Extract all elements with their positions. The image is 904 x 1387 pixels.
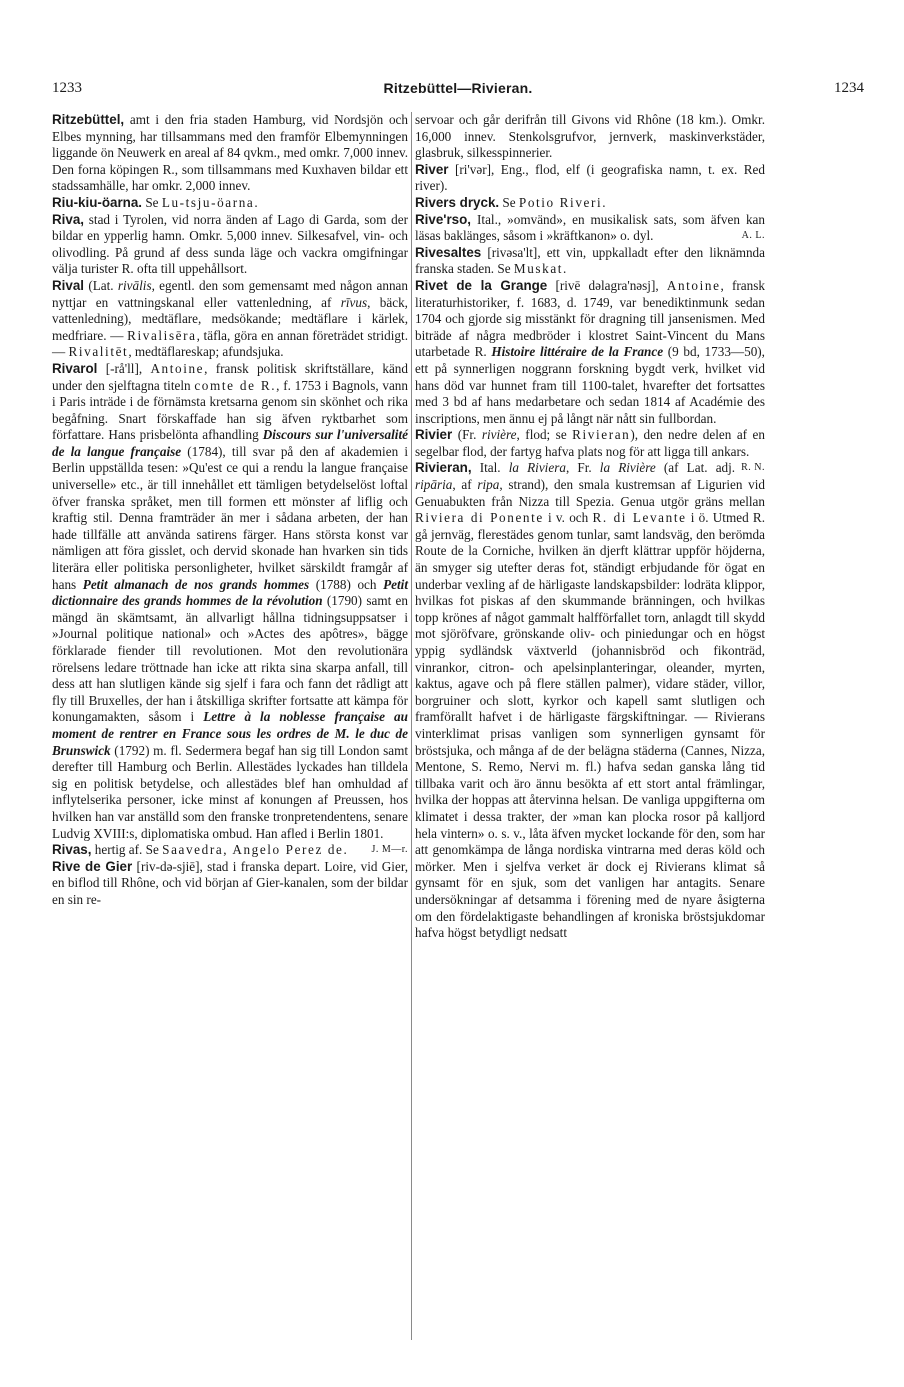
headword: Rivieran, [415,460,472,476]
latin-term: rīvus [340,294,368,310]
cross-reference: Rivalisēra [127,327,197,343]
headword: River [415,161,449,177]
entry-text: , täfla, göra en annan företrädet stridigt. — [52,327,408,360]
entry-text: , af [452,477,478,493]
running-title: Ritzebüttel—Rivieran. [383,80,533,96]
right-column [415,112,765,942]
entry-text: (9 bd, 1733—50), ett på synnerligen noggrann forskning bygdt verk, hvilket vid hans död var hunnet fram till 1100-talet, hvarefter det fortsattes med 3 bd af hans medarbetare och sedan 1814 af Académie des inscriptions, men ännu ej på långt när nått sin fullbordan. [415,344,765,426]
entry-text: , bäck, vattenledning), medtäflare, medsökande; medtäflare i kärlek, medfriare. — [52,294,408,343]
page-header [52,80,864,104]
entry-text: Se [142,194,162,210]
entry-text: , strand), den smala kustremsan af Ligurien vid Genuabukten från Nizza till Spezia. Genua utgör gräns mellan [415,477,765,509]
entry-text: i ö. Utmed R. gå jernväg, flerestädes genom tunlar, samt landsväg, den berömda Route de la Corniche, hvilken än djerft klättrar uppför höjderna, än smyger sig utefter deras fot, ständigt erbjudande för ögat en underbar vexling af de härligaste landskapsbilder: lodräta klippor, hvilkas fot piskas af den skummande bränningen, och hvilkas topp krönes af något gammalt halfförfallet torn, anlagdt till skydd mot sjöröfvare, grönskande oliv- och piniedungar och en högst yppig sydländsk växtverld (johannisbröd och fikonträd, vinrankor, citron- och apelsinplanteringar, oleander, myrten, kaktus, agave och på flere ställen palmer), vidare städer, villor, borgruiner och slott, kyrkor och kapell samt slutligen och framförallt hafvet i de härligaste färgskiftningar. — Rivierans vinterklimat prisas vanligen som synnerligen gynsamt för bröstsjuka, och många af de der belägna städerna (Cannes, Nizza, Mentone, S. Remo, Nervi m. fl.) hafva sedan ganska lång tid tillbaka varit och äro ännu besökta af ett stort antal främlingar, hvilka der hoppas att återvinna helsan. De vanliga uppgifterna om klimatet i dessa trakter, der »man kan plocka rosor på kalljord hela vintern» o. s. v., låta äfven mycket lockande för den, som har att genomkämpa de långa nordiska vintrarna med deras köld och mörker. Men i sjelfva verket är dock ej Rivierans klimat så gynsamt för en sjuk, som det vanligen har antagits. Senare undersökningar af detsamma i förening med de nyare åsigterna om den fördelaktigaste behandlingen af kroniska bröstsjukdomar hafva högst betydligt nedsatt [415,510,765,941]
cross-reference: Saavedra, Angelo Perez de [162,842,344,858]
entry-text: (1788) och [309,576,384,592]
entry-text: . [254,194,258,210]
latin-term: ripa [477,477,500,493]
entry-text: , medtäflareskap; afundsjuka. [128,344,284,360]
work-title: Histoire littéraire de la France [491,344,664,360]
cross-reference: Riviera di Ponente [415,510,544,526]
entry-text: hertig af. Se [91,842,163,858]
page-number-left: 1233 [52,80,82,96]
cross-reference: Muskat [513,261,564,277]
latin-term: rivālis [117,277,152,293]
work-title: Petit dictionnaire des grands hommes de la révolution [52,576,408,609]
entry-text: , egentl. den som gemensamt med någon annan nyttjar en vattningskanal eller vattenledning, af [52,277,408,310]
page-number-right: 1234 [834,80,864,96]
entry-text: , f. 1753 i Bagnols, vann i Paris inträde i de förnämsta kretsarna genom sin skönhet och rika begåfning. Snart förskaffade han sig äfven ryktbarhet som författare. Hans prisbelönta afhandling [52,377,408,443]
author-signature: R. N. [741,462,765,474]
entry-rivas [52,842,408,859]
cross-reference: Lu-tsju-öarna [161,194,255,210]
entry-text: [ri'vər], Eng., flod, elf (i geografiska namn, t. ex. Red river). [415,161,765,194]
entry-text: (1790) samt en mängd än skämtsamt, än allvarligt hållna tidningsuppsatser i »Journal politique national» och »Actes des apôtres», bägge förklarade fiender till revolutionen. Mot den revolutionära rörelsens ledare tröttnade han icke att rikta sina skarpa anfall, till dess att han slutligen kände sig sjelf i fara och fann det rådligt att fly till Bruxelles, der han i åtskilliga skrifter fortsatte att kämpa för konungamakten, såsom i [52,593,408,725]
entry-rival [52,278,408,361]
entry-text: servoar och går derifrån till Givons vid Rhône (18 km.). Omkr. 16,000 innev. Stenkolsgrufvor, jernverk, maskinverkstäder, glasbruk, silkesspinnerier. [415,112,765,161]
entry-text: . [563,261,567,277]
latin-term: ripāria [415,477,453,493]
entry-text: (af Lat. adj. [655,460,736,476]
headword: Rivet de la Grange [415,277,548,293]
work-title: Petit almanach de nos grands hommes [82,576,310,592]
entry-ritzebuttel [52,112,408,195]
entry-continuation [415,112,765,162]
entry-riu-kiu-oarna [52,195,408,212]
entry-text: Ital., »omvänd», en musikalisk sats, som äfven kan läsas baklänges, såsom i »kräftkanon» o. dyl. [415,211,765,244]
entry-text: Se [499,194,519,210]
headword: Rivier [415,427,453,443]
headword: Riu-kiu-öarna. [52,194,143,210]
headword: Riva, [52,211,85,227]
headword: Rival [52,277,85,293]
entry-text: (Fr. [452,427,482,443]
left-column [52,112,408,909]
column-divider [411,112,412,1340]
entry-river [415,162,765,195]
cross-reference: Potio Riveri [518,194,603,210]
foreign-term: la Riviera [508,460,566,476]
headword: Rive'rso, [415,211,472,227]
entry-text: , fransk literaturhistoriker, f. 1683, d. 1749, var benediktinmunk sedan 1704 och gjorde sig misstänkt för dragning till jansenismen. Med biträde af några medbröder i klostret Saint-Vincent du Mans utarbetade R. [415,277,765,360]
cross-reference: Rivalitēt [68,344,129,360]
entry-text: stad i Tyrolen, vid norra änden af Lago di Garda, som der bildar en ypperlig hamn. Omkr. 5,000 innev. Silkesafvel, vin- och olivodling. På grund af dess sunda läge och vackra omgifningar välja turister R. ofta till uppehållsort. [52,211,408,277]
entry-rivesaltes [415,245,765,278]
person-name: Antoine [666,277,721,293]
entry-text: , flod; se [516,427,573,443]
author-signature: J. M—r. [371,844,408,856]
headword: Rivas, [52,842,92,858]
headword: Rivarol [52,360,98,376]
entry-text: . [602,194,606,210]
cross-reference: R. di Levante [592,510,687,526]
title-text: comte de R. [194,377,277,393]
headword: Rive de Gier [52,858,133,874]
entry-text: (1792) m. fl. Sedermera begaf han sig till London samt derefter till Hamburg och Berlin. Allestädes lyckades han tilldela sig en politisk betydelse, och allestädes blef han omhuldad af inflytelserika personer, icke minst af konungen af Preussen, hos hvilken han var anställd som den franske tronpretendentens, senare Ludvig XVIII:s, diplomatiska ombud. Han afled i Berlin 1801. [52,742,408,841]
entry-text: ), den nedre delen af en segelbar flod, der fartyg hafva plats nog för att ligga till ankars. [415,427,765,459]
entry-text: [rivē dəlagra'nəsj], [547,277,667,293]
entry-text: i v. och [543,510,593,526]
entry-riva [52,212,408,278]
entry-text: (Lat. [84,277,118,293]
entry-text: (1784), till svar på den af akademien i Berlin uppställda tesen: »Qu'est ce qui a rendu la langue française universelle» etc., är till innehållet ett tämligen betydelselöst loftal öfver franska språket, men till formen ett mönster af liflig och kraftig stil. Denna framträder än mer i sådana arbeten, der han hade tillfälle att använda satirens färger. Hans största konst var nämligen att föra gisslet, och dervid skonade han hvarken sin tids literära eller politiska personligheter, hvilket särskildt framgår af hans [52,443,408,592]
entry-text: [riv-də-sjiē], stad i franska depart. Loire, vid Gier, en biflod till Rhône, och vid början af Gier-kanalen, som der bildar en sin re- [52,858,408,907]
author-signature: A. L. [741,230,765,242]
foreign-term: la Rivière [599,460,656,476]
entry-rivieran [415,460,765,941]
entry-text: amt i den fria staden Hamburg, vid Nordsjön och Elbes mynning, har tillsammans med den framför Elbemynningen liggande ön Neuwerk en areal af 84 qvkm., med omkr. 7,000 innev. Den forna köpingen R., som tillsammans med Kuxhaven bildar ett stadssamhälle, har omkr. 2,000 innev. [52,112,408,194]
foreign-term: rivière [481,427,517,443]
entry-text: [rivəsa'lt], ett vin, uppkalladt efter den liknämnda franska staden. Se [415,244,765,277]
entry-text: . [343,842,347,858]
entry-text: Ital. [471,460,509,476]
entry-riverso [415,212,765,245]
entry-text: , Fr. [565,460,600,476]
person-name: Antoine [150,360,205,376]
work-title: Lettre à la noblesse française au moment de rentrer en France sous les ordres de M. le duc de Brunswick [52,709,408,758]
headword: Ritzebüttel, [52,112,125,127]
entry-text: , fransk politisk skriftställare, känd under den sjelftagna titeln [52,360,408,393]
cross-reference: Rivieran [572,427,631,443]
entry-rivers-dryck [415,195,765,212]
entry-rive-de-gier [52,859,408,909]
headword: Rivers dryck. [415,194,500,210]
entry-rivet-de-la-grange [415,278,765,427]
headword: Rivesaltes [415,244,482,260]
work-title: Discours sur l'universalité de la langue française [52,427,408,459]
entry-text: [-rå'll], [97,360,151,376]
